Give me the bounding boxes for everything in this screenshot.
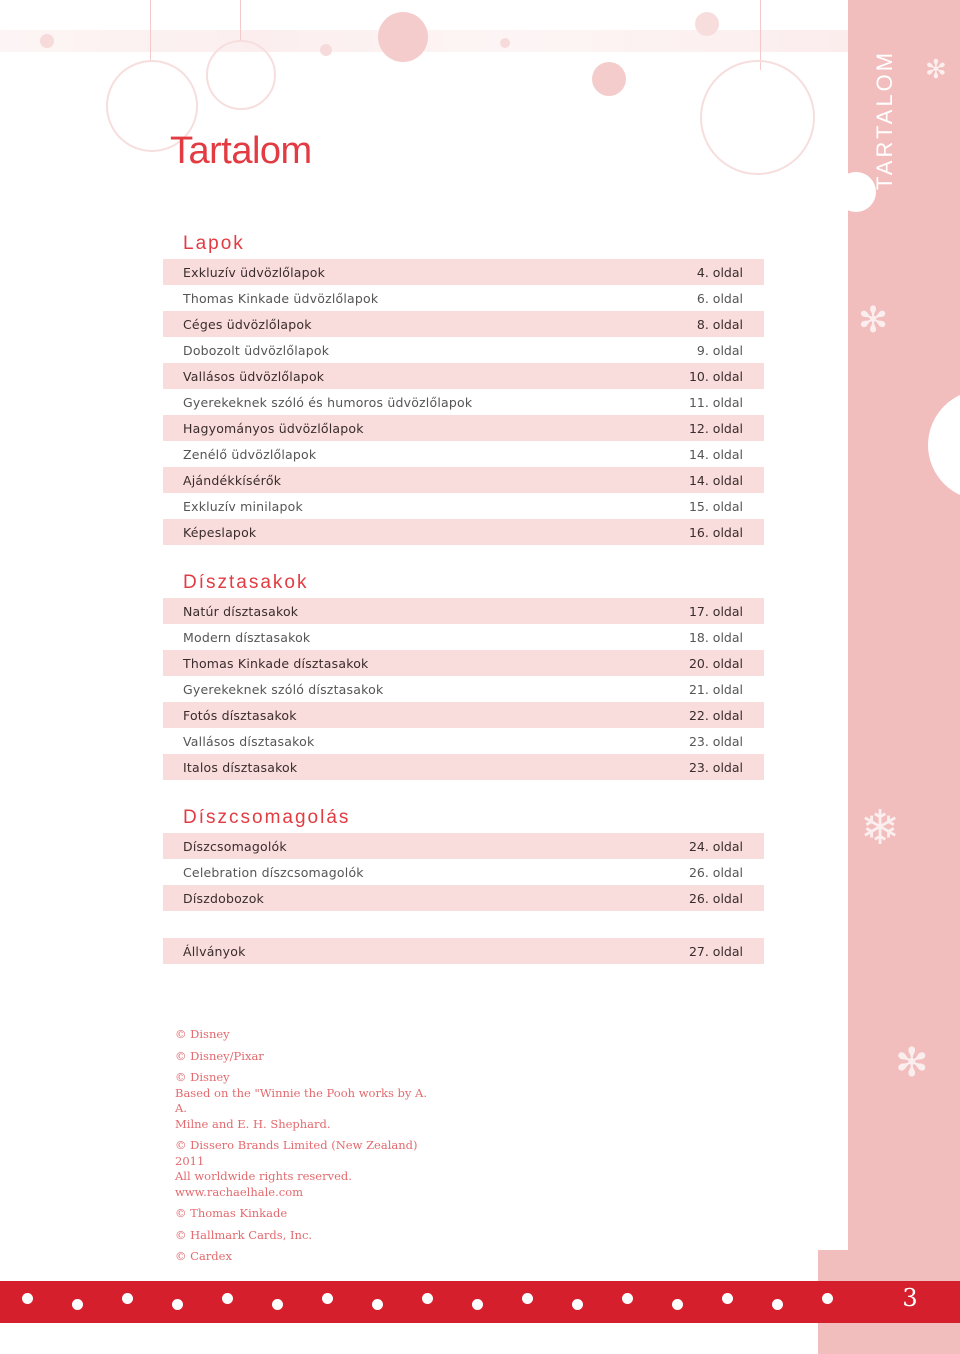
toc-list-allvanyok bbox=[163, 938, 764, 964]
toc-label: Dobozolt üdvözlőlapok bbox=[183, 342, 330, 358]
credit-block bbox=[175, 1228, 435, 1244]
toc-page: 22. oldal bbox=[688, 707, 743, 723]
ribbon-dot bbox=[372, 1299, 383, 1310]
toc-page: 9. oldal bbox=[696, 342, 743, 358]
credit-block bbox=[175, 1249, 435, 1265]
ornament-string bbox=[150, 0, 151, 60]
credit-line: © Cardex bbox=[175, 1249, 232, 1263]
snowflake-icon: ❄ bbox=[860, 800, 901, 856]
toc-row[interactable] bbox=[163, 938, 764, 964]
credit-line: © Disney bbox=[175, 1027, 230, 1041]
toc-label: Gyerekeknek szóló és humoros üdvözlőlapok bbox=[183, 394, 473, 410]
decor-dot bbox=[40, 34, 54, 48]
ornament-string bbox=[240, 0, 241, 40]
ribbon-dot bbox=[522, 1293, 533, 1304]
section-title-disztasakok: Dísztasakok bbox=[183, 572, 309, 593]
ribbon-dot bbox=[722, 1293, 733, 1304]
toc-label: Díszdobozok bbox=[183, 890, 264, 906]
ribbon-dot bbox=[622, 1293, 633, 1304]
toc-page: 6. oldal bbox=[696, 290, 743, 306]
toc-page: 10. oldal bbox=[688, 368, 743, 384]
ribbon-dot bbox=[472, 1299, 483, 1310]
ribbon-dot bbox=[822, 1293, 833, 1304]
copyright-credits bbox=[175, 1027, 435, 1271]
credit-line: Milne and E. H. Shephard. bbox=[175, 1116, 331, 1131]
toc-page: 23. oldal bbox=[688, 759, 743, 775]
bauble-ornament bbox=[206, 40, 276, 110]
toc-row[interactable] bbox=[163, 389, 764, 415]
toc-row[interactable] bbox=[163, 519, 764, 545]
toc-page: 18. oldal bbox=[688, 629, 743, 645]
toc-row[interactable] bbox=[163, 467, 764, 493]
toc-label: Exkluzív minilapok bbox=[183, 498, 303, 514]
sidebar-dot bbox=[836, 172, 876, 212]
decor-dot bbox=[378, 12, 428, 62]
website-link[interactable]: www.rachaelhale.com bbox=[175, 1184, 304, 1199]
decor-dot bbox=[500, 38, 510, 48]
toc-row[interactable] bbox=[163, 702, 764, 728]
toc-page: 14. oldal bbox=[688, 446, 743, 462]
snowflake-icon: ✻ bbox=[895, 1040, 929, 1086]
toc-row[interactable] bbox=[163, 833, 764, 859]
ribbon-dot bbox=[572, 1299, 583, 1310]
toc-page: 27. oldal bbox=[688, 943, 743, 959]
credit-block bbox=[175, 1206, 435, 1222]
section-title-lapok: Lapok bbox=[183, 233, 245, 254]
credit-line: © Disney bbox=[175, 1070, 230, 1084]
ribbon-dot bbox=[422, 1293, 433, 1304]
page-title: Tartalom bbox=[170, 130, 312, 172]
credit-block bbox=[175, 1070, 435, 1132]
toc-label: Thomas Kinkade üdvözlőlapok bbox=[183, 290, 379, 306]
credit-line: © Disney/Pixar bbox=[175, 1048, 264, 1063]
credit-line: © Dissero Brands Limited (New Zealand) 2011 bbox=[175, 1138, 418, 1168]
toc-list-disztasakok bbox=[163, 598, 764, 780]
toc-page: 15. oldal bbox=[688, 498, 743, 514]
toc-page: 11. oldal bbox=[688, 394, 743, 410]
credit-block bbox=[175, 1027, 435, 1043]
snowflake-icon: ✻ bbox=[925, 55, 947, 85]
decor-dot bbox=[320, 44, 332, 56]
toc-label: Vallásos üdvözlőlapok bbox=[183, 368, 325, 384]
toc-page: 14. oldal bbox=[688, 472, 743, 488]
ribbon-dot bbox=[322, 1293, 333, 1304]
toc-label: Hagyományos üdvözlőlapok bbox=[183, 420, 364, 436]
page-number: 3 bbox=[902, 1284, 918, 1312]
toc-row[interactable] bbox=[163, 650, 764, 676]
toc-page: 21. oldal bbox=[688, 681, 743, 697]
credit-line: Based on the "Winnie the Pooh works by A. A. bbox=[175, 1085, 427, 1115]
toc-label: Zenélő üdvözlőlapok bbox=[183, 446, 317, 462]
toc-label: Vallásos dísztasakok bbox=[183, 733, 315, 749]
toc-page: 24. oldal bbox=[688, 838, 743, 854]
sidebar-title: TARTALOM bbox=[872, 49, 897, 190]
decorative-band bbox=[0, 30, 860, 52]
ribbon-dot bbox=[772, 1299, 783, 1310]
ribbon-dot bbox=[22, 1293, 33, 1304]
decor-dot bbox=[695, 12, 719, 36]
snowflake-icon: ✻ bbox=[858, 300, 889, 341]
toc-row[interactable] bbox=[163, 728, 764, 754]
credit-line: © Thomas Kinkade bbox=[175, 1206, 288, 1220]
toc-page: 4. oldal bbox=[696, 264, 743, 280]
toc-label: Modern dísztasakok bbox=[183, 629, 311, 645]
toc-row[interactable] bbox=[163, 311, 764, 337]
ribbon-dot bbox=[122, 1293, 133, 1304]
toc-label: Képeslapok bbox=[183, 524, 257, 540]
sidebar-curve bbox=[928, 390, 960, 500]
toc-page: 12. oldal bbox=[688, 420, 743, 436]
toc-label: Fotós dísztasakok bbox=[183, 707, 297, 723]
footer-ribbon bbox=[0, 1281, 960, 1323]
toc-row[interactable] bbox=[163, 337, 764, 363]
section-title-diszcsomagolas: Díszcsomagolás bbox=[183, 807, 351, 828]
toc-row[interactable] bbox=[163, 493, 764, 519]
bauble-ornament bbox=[700, 60, 815, 175]
toc-row[interactable] bbox=[163, 285, 764, 311]
toc-row[interactable] bbox=[163, 885, 764, 911]
toc-label: Állványok bbox=[183, 943, 246, 959]
toc-row[interactable] bbox=[163, 598, 764, 624]
toc-page: 17. oldal bbox=[688, 603, 743, 619]
toc-row[interactable] bbox=[163, 624, 764, 650]
toc-page: 23. oldal bbox=[688, 733, 743, 749]
toc-label: Italos dísztasakok bbox=[183, 759, 298, 775]
toc-row[interactable] bbox=[163, 259, 764, 285]
toc-page: 8. oldal bbox=[696, 316, 743, 332]
ribbon-dot bbox=[272, 1299, 283, 1310]
toc-list-lapok bbox=[163, 259, 764, 545]
toc-label: Gyerekeknek szóló dísztasakok bbox=[183, 681, 384, 697]
toc-page: 26. oldal bbox=[688, 864, 743, 880]
credit-line: © Hallmark Cards, Inc. bbox=[175, 1227, 313, 1242]
toc-row[interactable] bbox=[163, 363, 764, 389]
toc-page: 26. oldal bbox=[688, 890, 743, 906]
toc-list-diszcsomagolas bbox=[163, 833, 764, 911]
toc-row[interactable] bbox=[163, 754, 764, 780]
toc-label: Céges üdvözlőlapok bbox=[183, 316, 312, 332]
ribbon-dot bbox=[672, 1299, 683, 1310]
decor-dot bbox=[592, 62, 626, 96]
ribbon-dot bbox=[222, 1293, 233, 1304]
toc-label: Celebration díszcsomagolók bbox=[183, 864, 364, 880]
ribbon-dot bbox=[172, 1299, 183, 1310]
sidebar-strip bbox=[848, 0, 960, 1354]
toc-row[interactable] bbox=[163, 859, 764, 885]
toc-page: 20. oldal bbox=[688, 655, 743, 671]
ribbon-dots bbox=[0, 1281, 960, 1323]
toc-row[interactable] bbox=[163, 441, 764, 467]
toc-label: Natúr dísztasakok bbox=[183, 603, 299, 619]
toc-page: 16. oldal bbox=[688, 524, 743, 540]
toc-label: Ajándékkísérők bbox=[183, 472, 282, 488]
ribbon-dot bbox=[72, 1299, 83, 1310]
credit-block bbox=[175, 1138, 435, 1200]
toc-label: Díszcsomagolók bbox=[183, 838, 287, 854]
toc-row[interactable] bbox=[163, 676, 764, 702]
toc-row[interactable] bbox=[163, 415, 764, 441]
toc-label: Thomas Kinkade dísztasakok bbox=[183, 655, 369, 671]
credit-block bbox=[175, 1049, 435, 1065]
credit-line: All worldwide rights reserved. bbox=[175, 1169, 352, 1183]
toc-label: Exkluzív üdvözlőlapok bbox=[183, 264, 326, 280]
